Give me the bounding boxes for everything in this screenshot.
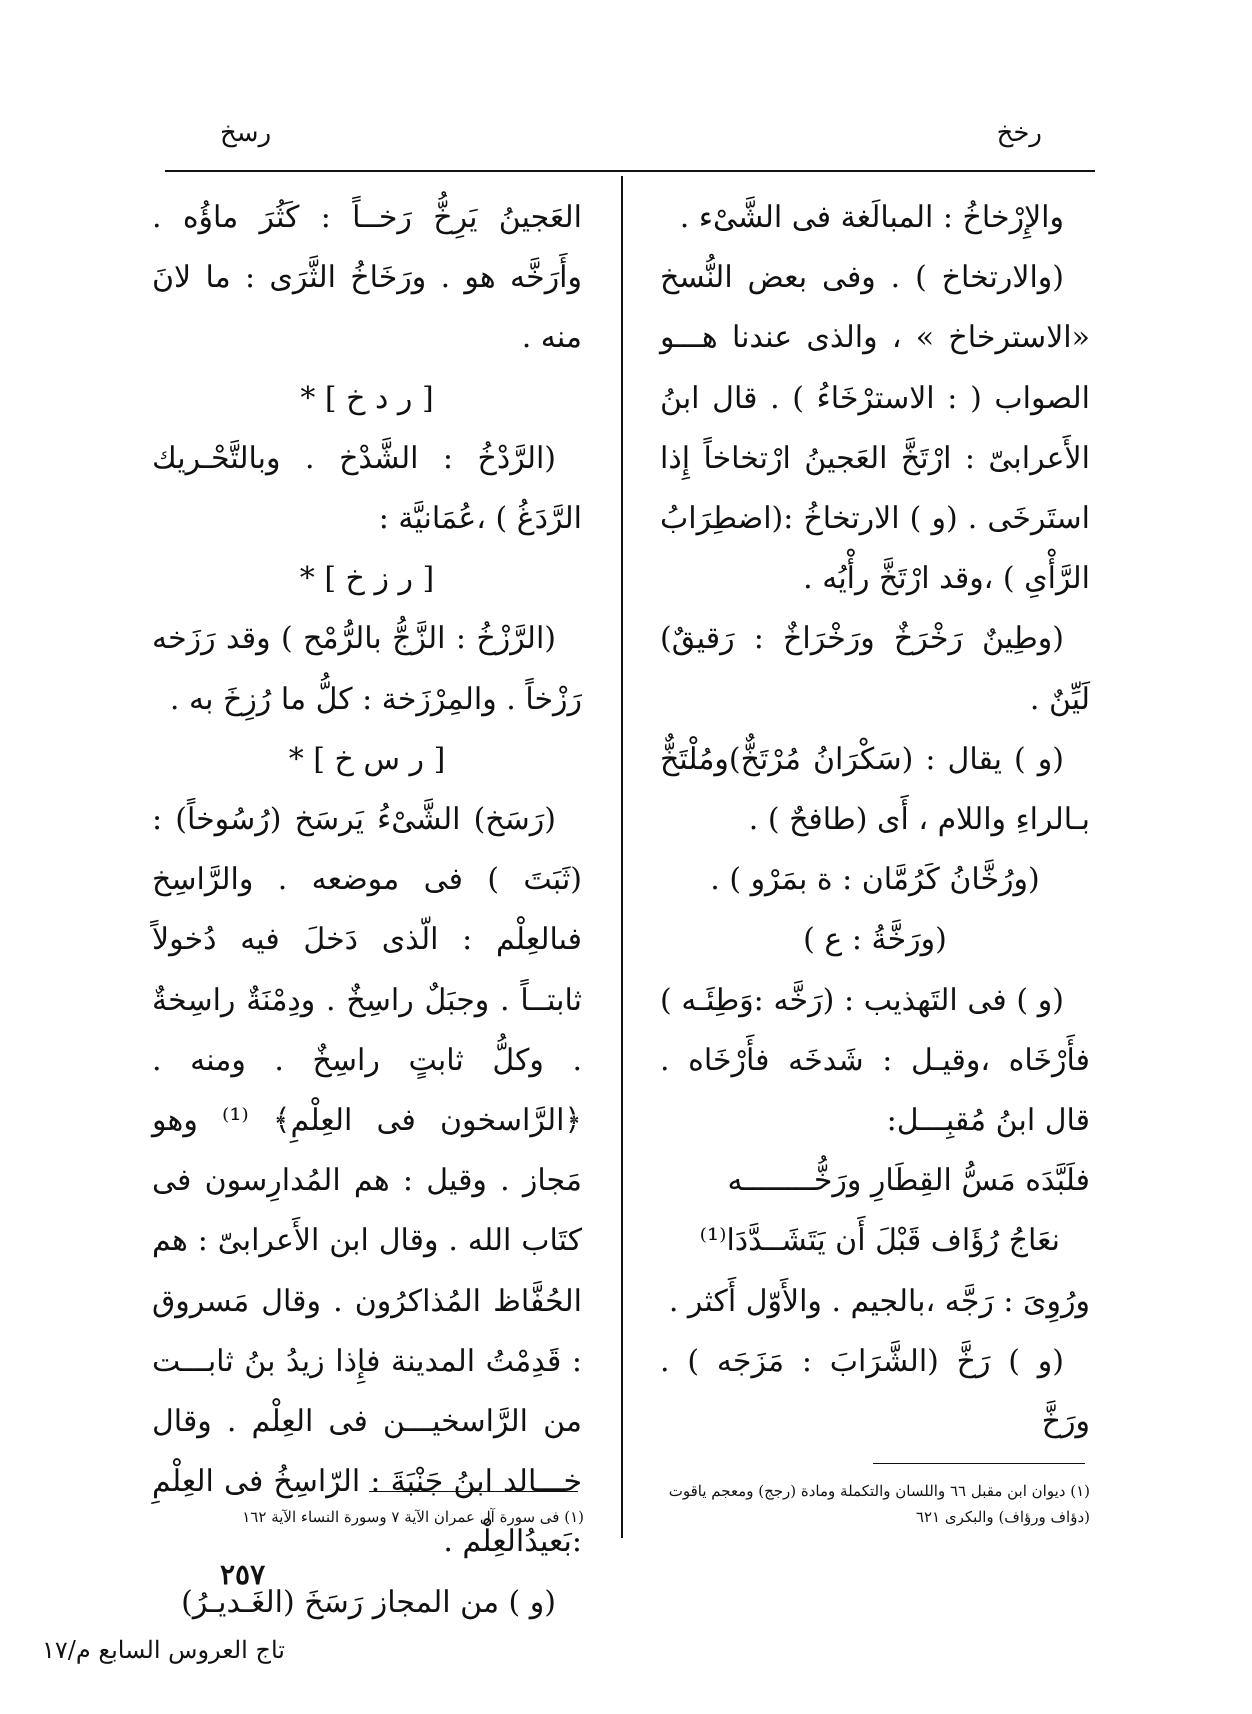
paragraph: (و ) يقال : (سَكْرَانُ مُرْتَخٌّ)ومُلْتَخٌّ بـالراءِ واللام ، أَى (طافحٌ ) . bbox=[660, 741, 1090, 838]
paragraph: العَجينُ يَرِخُّ رَخــاً : كَثُرَ ماؤُه . وأَرَخَّه هو . ورَخَاخُ الثَّرَى : ما لانَ منه . bbox=[152, 200, 582, 356]
footnote-right: (١) ديوان ابن مقبل ٦٦ واللسان والتكملة ومادة (رجج) ومعجم ياقوت (دؤاف ورؤاف) والبكرى ٦٢١ bbox=[668, 1482, 1090, 1526]
paragraph: (رَسَخ) الشَّىْءُ يَرسَخ (رُسُوخاً) : (ثَبَتَ ) فى موضعه . والرَّاسِخ فىالعِلْم : الّذى دَخلَ فيه دُخولاً ثابتــاً . وجبَلٌ راسِخٌ . ودِمْنَةٌ راسِخةٌ . وكلُّ ثابتٍ راسِخٌ . ومنه . ﴿الرَّاسخون فى العِلْمِ﴾ ⁽¹⁾ وهو مَجاز . وقيل : هم المُدارِسون فى كتَاب الله . وقال ابن الأَعرابىّ : هم الحُفَّاظ المُذاكرُون . وقال مَسروق : قَدِمْتُ المدينة فإِذا زيدُ بنُ ثابـــت من الرَّاسخيـــن فى العِلْم . وقال خـــالد ابنُ جَنْبَةَ : الرّاسِخُ فى العِلْمِ :بَعيدُالعِلْم . bbox=[152, 802, 582, 1560]
paragraph: (و ) من المجاز رَسَخَ (الغَـديـرُ) bbox=[181, 1584, 556, 1620]
running-head-right: رخخ bbox=[996, 118, 1042, 148]
paragraph: (و ) فى التَهذيب : (رَخَّه :وَطِئَـه ) فأَرْخَاه ،وقيـل : شَدخَه فأَرْخَاه . قال ابنُ مُقبِـــل: bbox=[660, 982, 1090, 1139]
paragraph: (ورَخَّةُ : ع ) bbox=[803, 922, 947, 958]
paragraph: (ورُخَّانُ كَرُمَّان : ة بمَرْو ) . bbox=[710, 862, 1040, 898]
column-divider bbox=[621, 176, 623, 1538]
paragraph: (وطِينٌ رَخْرَخٌ ورَخْرَاخٌ : رَقيقٌ) لَيِّنٌ . bbox=[660, 621, 1090, 717]
paragraph: (والارتخاخ ) . وفى بعض النُّسخ «الاسترخاخ » ، والذى عندنا هـــو الصواب ( : الاسترْخَاءُ ) . قال ابنُ الأَعرابىّ : ارْتَخَّ العَجينُ ارْتخاخاً إِذا استَرخَى . (و ) الارتخاخُ :(اضطِرَابُ الرَّأْىِ ) ،وقد ارْتَخَّ رأْيُه . bbox=[660, 260, 1090, 597]
running-head-left: رسخ bbox=[220, 118, 272, 148]
footnote-rule-left bbox=[369, 1491, 578, 1492]
paragraph: (و ) رَخَّ (الشَّرَابَ : مَزَجَه ) . ورَخَّ bbox=[660, 1343, 1090, 1440]
page-number: ٢٥٧ bbox=[220, 1558, 266, 1591]
footnote-rule-right bbox=[873, 1463, 1085, 1464]
footnote-left: (١) فى سورة آل عمران الآية ٧ وسورة النساء الآية ١٦٢ bbox=[242, 1508, 584, 1526]
entry-heading: [ ر د خ ] * bbox=[300, 380, 434, 416]
header-rule bbox=[165, 170, 1095, 172]
paragraph: (الرَّزْخُ : الزَّجُّ بالرُّمْح ) وقد رَزَخه رَزْخاً . والمِرْزَخة : كلُّ ما رُزِخَ به . bbox=[152, 621, 582, 717]
left-column bbox=[152, 188, 582, 1633]
paragraph: (الرَّدْخُ : الشَّدْخ . وبالتَّحْـريك الرَّدَغُ ) ،عُمَانيَّة : bbox=[152, 440, 582, 537]
paragraph: ورُوِىَ : رَجَّه ،بالجيم . والأَوّل أَكثر . bbox=[668, 1283, 1090, 1319]
entry-heading: [ ر س خ ] * bbox=[288, 741, 446, 777]
entry-heading: [ ر ز خ ] * bbox=[299, 561, 435, 597]
paragraph: والإِرْخاخُ : المبالَغة فى الشَّىْء . bbox=[679, 200, 1064, 235]
volume-signature: تاج العروس السابع م/١٧ bbox=[42, 1636, 285, 1664]
right-column bbox=[660, 188, 1090, 1452]
verse-line: نعَاجُ رُؤَاف قَبْلَ أَن يَتَشَــدَّدَا⁽¹⁾ bbox=[699, 1223, 1060, 1259]
verse-line: فلَبَّدَه مَسُّ القِطَارِ ورَخُّــــــــه bbox=[727, 1163, 1090, 1199]
